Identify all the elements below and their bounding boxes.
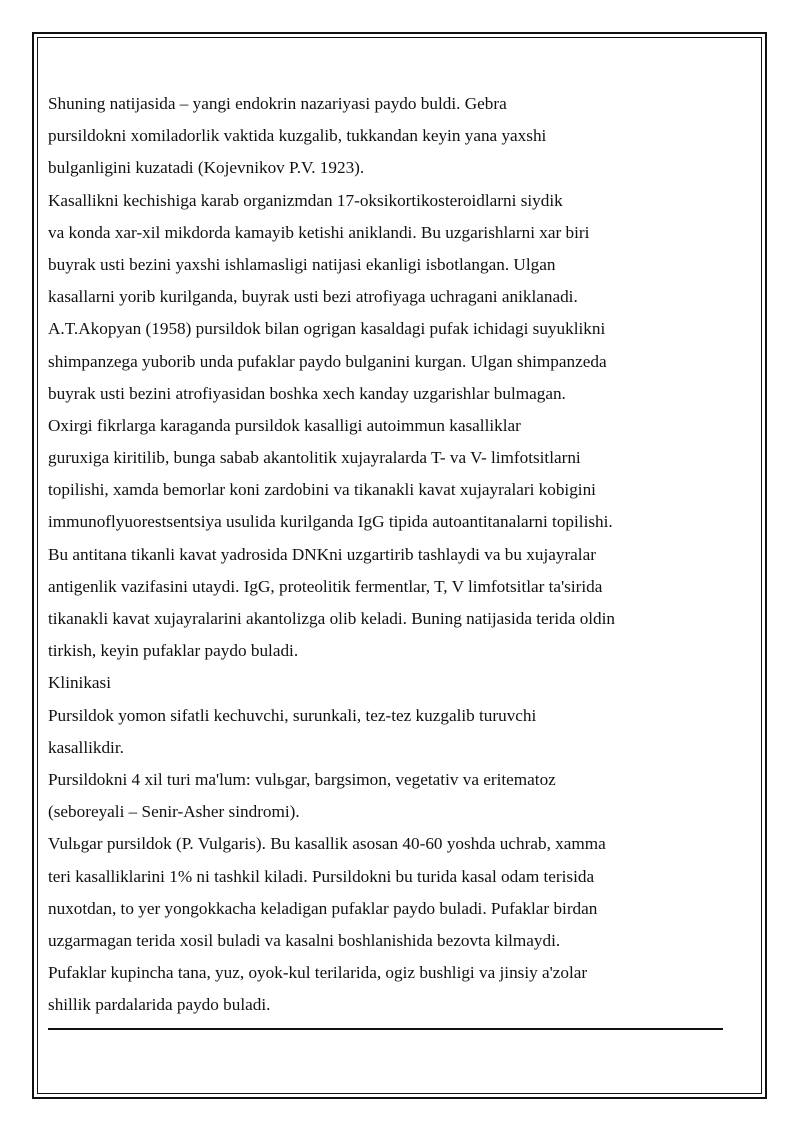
text-line: uzgarmagan terida xosil buladi va kasalni boshlanishida bezovta kilmaydi.: [48, 930, 561, 950]
text-line: (seboreyali – Senir-Asher sindromi).: [48, 802, 300, 822]
section-heading: Klinikasi: [48, 673, 112, 693]
text-line: shimpanzega yuborib unda pufaklar paydo bulganini kurgan. Ulgan shimpanzeda: [48, 351, 607, 371]
text-line: Vulьgar pursildok (P. Vulgaris). Bu kasallik asosan 40-60 yoshda uchrab, xamma: [48, 834, 606, 854]
text-line: buyrak usti bezini yaxshi ishlamasligi natijasi ekanligi isbotlangan. Ulgan: [48, 254, 556, 274]
text-line: antigenlik vazifasini utaydi. IgG, proteolitik fermentlar, T, V limfotsitlar ta'sirida: [48, 576, 603, 596]
text-line: topilishi, xamda bemorlar koni zardobini va tikanakli kavat xujayralari kobigini: [48, 480, 596, 500]
text-line: nuxotdan, to yer yongokkacha keladigan pufaklar paydo buladi. Pufaklar birdan: [48, 898, 598, 918]
footer-rule: [48, 1028, 723, 1030]
text-line: Pufaklar kupincha tana, yuz, oyok-kul terilarida, ogiz bushligi va jinsiy a'zolar: [48, 963, 588, 983]
text-line: Pursildokni 4 xil turi ma'lum: vulьgar, bargsimon, vegetativ va eritematoz: [48, 769, 556, 789]
text-line: Shuning natijasida – yangi endokrin nazariyasi paydo buldi. Gebra: [48, 94, 507, 113]
text-line: guruxiga kiritilib, bunga sabab akantolitik xujayralarda T- va V- limfotsitlarni: [48, 448, 581, 468]
text-line: kasallarni yorib kurilganda, buyrak usti bezi atrofiyaga uchragani aniklanadi.: [48, 287, 578, 307]
text-line: immunoflyuorestsentsiya usulida kurilganda IgG tipida autoantitanalarni topilishi.: [48, 512, 613, 532]
text-line: bulganligini kuzatadi (Kojevnikov P.V. 1923).: [48, 158, 365, 178]
text-line: Pursildok yomon sifatli kechuvchi, surunkali, tez-tez kuzgalib turuvchi: [48, 705, 537, 725]
text-line: teri kasalliklarini 1% ni tashkil kiladi. Pursildokni bu turida kasal odam terisida: [48, 866, 595, 886]
document-body: [48, 88, 728, 1021]
text-line: tikanakli kavat xujayralarini akantolizga olib keladi. Buning natijasida terida oldin: [48, 609, 616, 628]
text-line: pursildokni xomiladorlik vaktida kuzgalib, tukkandan keyin yana yaxshi: [48, 126, 547, 146]
text-line: tirkish, keyin pufaklar paydo buladi.: [48, 641, 299, 661]
text-line: buyrak usti bezini atrofiyasidan boshka xech kanday uzgarishlar bulmagan.: [48, 383, 566, 403]
text-line: A.T.Akopyan (1958) pursildok bilan ogrigan kasaldagi pufak ichidagi suyuklikni: [48, 319, 606, 339]
text-line: va konda xar-xil mikdorda kamayib ketishi aniklandi. Bu uzgarishlarni xar biri: [48, 222, 590, 242]
text-line: Kasallikni kechishiga karab organizmdan 17-oksikortikosteroidlarni siydik: [48, 190, 563, 210]
text-line: Bu antitana tikanli kavat yadrosida DNKni uzgartirib tashlaydi va bu xujayralar: [48, 544, 596, 564]
text-line: kasallikdir.: [48, 737, 124, 757]
text-line: Oxirgi fikrlarga karaganda pursildok kasalligi autoimmun kasalliklar: [48, 415, 521, 435]
text-line: shillik pardalarida paydo buladi.: [48, 995, 271, 1015]
